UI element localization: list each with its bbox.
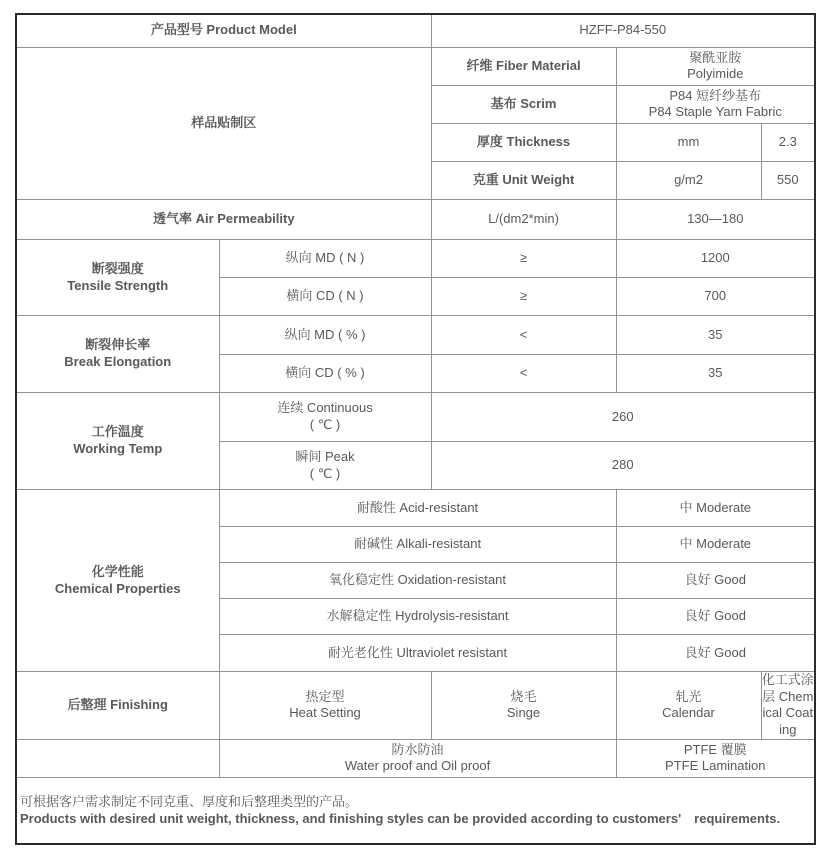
scrim-value-cn: P84 短纤纱基布 [669,87,762,103]
elongation-md-value: 35 [616,316,815,355]
chem-alkali-item: 耐碱性 Alkali-resistant [219,527,616,563]
tensile-strength-header [16,240,219,316]
temp-continuous-item [219,393,431,442]
fiber-material-label: 纤维 Fiber Material [431,47,616,85]
elongation-cd-operator: < [431,355,616,393]
lamination-cell [616,739,815,777]
row-chem-acid [16,490,815,527]
row-air-permeability [16,200,815,240]
row-fiber-material [16,47,815,85]
tensile-strength-label-cn: 断裂强度 [91,260,144,276]
working-temp-header [16,393,219,490]
finishing-singe [431,672,616,740]
tensile-cd-value: 700 [616,278,815,316]
finishing-singe-cn: 烧毛 [510,688,537,704]
air-permeability-unit: L/(dm2*min) [431,200,616,240]
chem-acid-item: 耐酸性 Acid-resistant [219,490,616,527]
row-temp-continuous [16,393,815,442]
tensile-cd-item: 横向 CD ( N ) [219,278,431,316]
waterproof-empty-cell [16,739,219,777]
chem-hydrolysis-value: 良好 Good [616,599,815,635]
temp-peak-value: 280 [431,442,815,490]
temp-continuous-value: 260 [431,393,815,442]
finishing-calendar [616,672,761,740]
chemical-properties-header [16,490,219,672]
break-elongation-header [16,316,219,393]
chem-hydrolysis-item: 水解稳定性 Hydrolysis-resistant [219,599,616,635]
working-temp-label-en: Working Temp [73,441,163,456]
scrim-value-en: P84 Staple Yarn Fabric [648,104,782,120]
tensile-md-operator: ≥ [431,240,616,278]
air-permeability-value: 130—180 [616,200,815,240]
finishing-chemical-coating [761,672,815,740]
unit-weight-value: 550 [761,162,815,200]
tensile-md-item: 纵向 MD ( N ) [219,240,431,278]
sample-area-cell: 样品贴制区 [16,47,431,200]
tensile-md-value: 1200 [616,240,815,278]
finishing-chemical-coating-en: Chemical Coating [762,688,814,737]
temp-peak-item-line1: 瞬间 Peak [295,448,355,464]
product-spec-sheet [15,13,816,845]
fiber-material-value-en: Polyimide [687,66,744,82]
row-footer-note [16,777,815,844]
unit-weight-unit: g/m2 [616,162,761,200]
working-temp-label-cn: 工作温度 [91,424,144,440]
temp-peak-item [219,442,431,490]
thickness-value: 2.3 [761,124,815,162]
temp-peak-item-line2: ( ℃ ) [309,465,341,481]
chemical-properties-label-en: Chemical Properties [54,580,181,596]
finishing-singe-en: Singe [506,705,541,721]
footer-note-en: Products with desired unit weight, thickness, and finishing styles can be provided according to customers' requirements. [20,810,781,826]
row-product-model [16,14,815,47]
lamination-en: PTFE Lamination [665,758,766,774]
row-finishing [16,672,815,740]
tensile-cd-operator: ≥ [431,278,616,316]
finishing-label: 后整理 Finishing [16,672,219,740]
scrim-label: 基布 Scrim [431,85,616,123]
scrim-value [616,85,815,123]
waterproof-cell [219,739,616,777]
finishing-calendar-cn: 轧光 [675,688,702,704]
chem-oxidation-value: 良好 Good [616,563,815,599]
product-model-value: HZFF-P84-550 [431,14,815,47]
air-permeability-label: 透气率 Air Permeability [16,200,431,240]
finishing-calendar-en: Calendar [662,705,715,721]
lamination-cn: PTFE 覆膜 [683,741,747,757]
waterproof-cn: 防水防油 [391,741,444,757]
chemical-properties-label-cn: 化学性能 [91,563,144,579]
tensile-strength-label-en: Tensile Strength [67,277,169,293]
temp-continuous-item-line2: ( ℃ ) [309,417,341,432]
thickness-unit: mm [616,124,761,162]
elongation-cd-value: 35 [616,355,815,393]
waterproof-en: Water proof and Oil proof [344,758,491,774]
fiber-material-value-cn: 聚酰亚胺 [689,49,742,65]
finishing-heat-setting-cn: 热定型 [305,688,345,704]
elongation-cd-item: 横向 CD ( % ) [219,355,431,393]
row-waterproof [16,739,815,777]
spec-table [15,13,816,845]
chem-ultraviolet-value: 良好 Good [616,635,815,672]
finishing-heat-setting-en: Heat Setting [289,705,361,721]
chem-ultraviolet-item: 耐光老化性 Ultraviolet resistant [219,635,616,672]
product-model-label: 产品型号 Product Model [16,14,431,47]
temp-continuous-item-line1: 连续 Continuous [277,400,373,416]
row-elongation-md [16,316,815,355]
elongation-md-operator: < [431,316,616,355]
break-elongation-label-en: Break Elongation [64,354,172,369]
fiber-material-value [616,47,815,85]
elongation-md-item: 纵向 MD ( % ) [219,316,431,355]
footer-note [16,777,815,844]
chem-acid-value: 中 Moderate [616,490,815,527]
finishing-heat-setting [219,672,431,740]
chem-alkali-value: 中 Moderate [616,527,815,563]
finishing-chemical-coating-cn: 化工式涂层 [761,672,814,704]
unit-weight-label: 克重 Unit Weight [431,162,616,200]
footer-note-cn: 可根据客户需求制定不同克重、厚度和后整理类型的产品。 [20,793,359,809]
thickness-label: 厚度 Thickness [431,124,616,162]
row-tensile-md [16,240,815,278]
break-elongation-label-cn: 断裂伸长率 [85,337,151,353]
chem-oxidation-item: 氧化稳定性 Oxidation-resistant [219,563,616,599]
